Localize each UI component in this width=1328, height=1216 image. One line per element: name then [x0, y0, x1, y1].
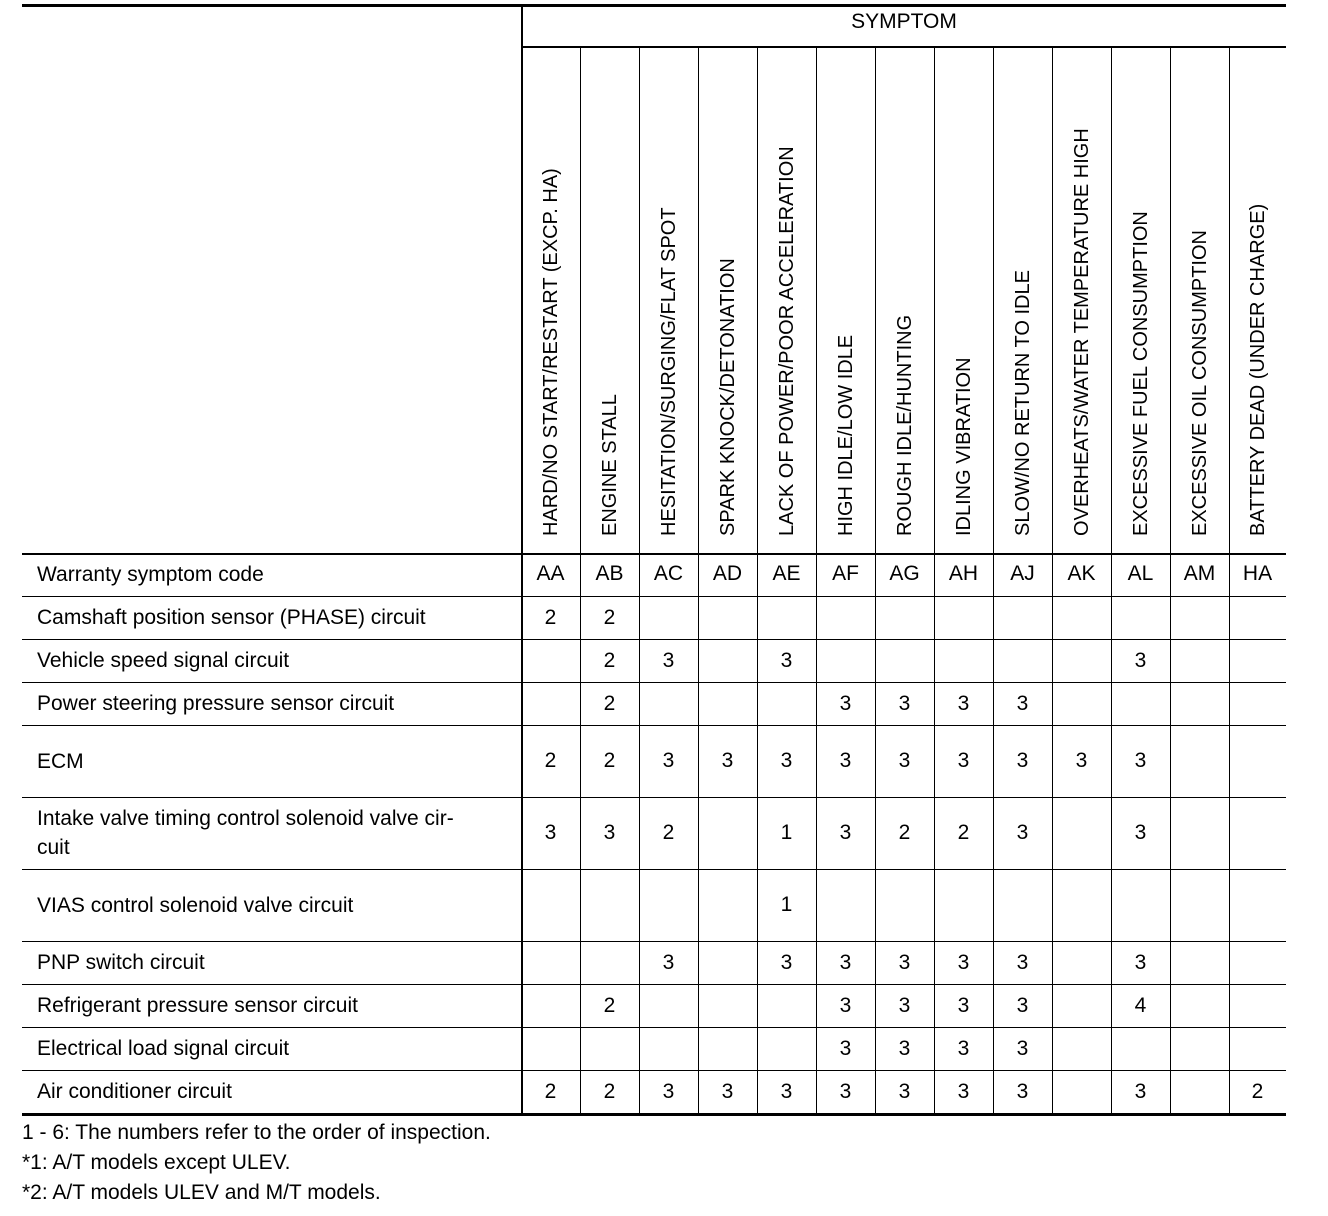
cell-value: 3: [898, 1079, 911, 1103]
cell-value: 2: [1251, 1079, 1264, 1103]
cell-value: 2: [603, 691, 616, 715]
cell-value: 2: [603, 993, 616, 1017]
cell-value: 3: [839, 691, 852, 715]
row-label: Air conditioner circuit: [37, 1080, 232, 1103]
cell-value: 3: [957, 749, 970, 772]
horizontal-rule: [22, 797, 1286, 798]
cell-value: 2: [957, 821, 970, 844]
warranty-code: AG: [889, 562, 920, 585]
cell-value: 3: [839, 993, 852, 1017]
cell-value: 3: [1016, 749, 1029, 772]
warranty-code: AM: [1183, 562, 1216, 585]
cell-value: 3: [780, 749, 793, 772]
cell-value: 3: [1075, 749, 1088, 772]
warranty-code: AL: [1127, 562, 1154, 585]
horizontal-rule: [22, 639, 1286, 640]
column-header-label: EXCESSIVE FUEL CONSUMPTION: [1129, 211, 1152, 536]
cell-value: 3: [1016, 821, 1029, 844]
vertical-rule: [639, 47, 640, 1115]
vertical-rule: [934, 47, 935, 1115]
symptom-title: SYMPTOM: [851, 10, 957, 33]
cell-value: 3: [662, 950, 675, 974]
warranty-row-label: Warranty symptom code: [37, 563, 264, 586]
warranty-code: AA: [536, 562, 565, 585]
warranty-code: AJ: [1010, 562, 1035, 585]
cell-value: 3: [1134, 821, 1147, 844]
vertical-rule: [1170, 47, 1171, 1115]
row-label: Vehicle speed signal circuit: [37, 649, 290, 672]
vertical-rule: [1229, 47, 1230, 1115]
cell-value: 2: [603, 749, 616, 772]
vertical-rule: [875, 47, 876, 1115]
cell-value: 2: [544, 605, 557, 629]
warranty-code: AE: [772, 562, 801, 585]
cell-value: 3: [662, 648, 675, 672]
cell-value: 3: [603, 821, 616, 844]
row-label: PNP switch circuit: [37, 951, 205, 974]
row-label: Electrical load signal circuit: [37, 1037, 290, 1060]
cell-value: 2: [544, 749, 557, 772]
horizontal-rule: [22, 1027, 1286, 1028]
cell-value: 3: [1016, 691, 1029, 715]
horizontal-rule: [521, 46, 1286, 48]
column-header-label: HESITATION/SURGING/FLAT SPOT: [657, 207, 680, 536]
horizontal-rule: [22, 725, 1286, 726]
horizontal-rule: [22, 1113, 1286, 1116]
row-label: Power steering pressure sensor circuit: [37, 692, 395, 715]
warranty-code: HA: [1242, 562, 1273, 585]
horizontal-rule: [22, 941, 1286, 942]
column-header-label: ROUGH IDLE/HUNTING: [893, 314, 916, 536]
cell-value: 3: [898, 993, 911, 1017]
column-header-label: LACK OF POWER/POOR ACCELERATION: [775, 146, 798, 536]
cell-value: 3: [957, 691, 970, 715]
vertical-rule: [757, 47, 758, 1115]
cell-value: 3: [839, 950, 852, 974]
cell-value: 3: [839, 1079, 852, 1103]
cell-value: 3: [1134, 950, 1147, 974]
warranty-code: AD: [712, 562, 743, 585]
column-header-label: SPARK KNOCK/DETONATION: [716, 258, 739, 536]
cell-value: 3: [662, 1079, 675, 1103]
cell-value: 3: [780, 648, 793, 672]
cell-value: 4: [1134, 993, 1147, 1017]
column-header-label: HARD/NO START/RESTART (EXCP. HA): [539, 168, 562, 536]
cell-value: 2: [603, 605, 616, 629]
row-label: ECM: [37, 749, 84, 773]
warranty-code: AB: [595, 562, 624, 585]
cell-value: 1: [780, 821, 793, 844]
column-header-label: IDLING VIBRATION: [952, 357, 975, 536]
warranty-code: AK: [1067, 562, 1096, 585]
cell-value: 2: [603, 1079, 616, 1103]
cell-value: 3: [1016, 993, 1029, 1017]
vertical-rule: [816, 47, 817, 1115]
column-header-label: SLOW/NO RETURN TO IDLE: [1011, 270, 1034, 536]
cell-value: 3: [957, 993, 970, 1017]
vertical-rule: [1052, 47, 1053, 1115]
column-header-label: EXCESSIVE OIL CONSUMPTION: [1188, 230, 1211, 536]
cell-value: 2: [544, 1079, 557, 1103]
cell-value: 2: [603, 648, 616, 672]
cell-value: 3: [839, 1036, 852, 1060]
vertical-rule: [993, 47, 994, 1115]
cell-value: 2: [662, 821, 675, 844]
warranty-code: AF: [832, 562, 859, 585]
horizontal-rule: [22, 869, 1286, 870]
row-label: Intake valve timing control solenoid valve cir- cuit: [37, 807, 454, 859]
cell-value: 3: [839, 749, 852, 772]
cell-value: 3: [957, 1079, 970, 1103]
cell-value: 3: [780, 1079, 793, 1103]
column-header-label: BATTERY DEAD (UNDER CHARGE): [1246, 203, 1269, 536]
cell-value: 3: [898, 749, 911, 772]
cell-value: 2: [898, 821, 911, 844]
cell-value: 3: [780, 950, 793, 974]
cell-value: 3: [1134, 1079, 1147, 1103]
cell-value: 3: [898, 950, 911, 974]
cell-value: 3: [1016, 950, 1029, 974]
cell-value: 1: [780, 893, 793, 916]
cell-value: 3: [898, 1036, 911, 1060]
cell-value: 3: [1134, 749, 1147, 772]
cell-value: 3: [839, 821, 852, 844]
row-label: VIAS control solenoid valve circuit: [37, 893, 354, 917]
horizontal-rule: [22, 984, 1286, 985]
cell-value: 3: [721, 1079, 734, 1103]
vertical-rule: [580, 47, 581, 1115]
footnote: *1: A/T models except ULEV.: [22, 1151, 291, 1174]
footnote: *2: A/T models ULEV and M/T models.: [22, 1181, 381, 1204]
cell-value: 3: [544, 821, 557, 844]
horizontal-rule: [22, 682, 1286, 683]
cell-value: 3: [1016, 1079, 1029, 1103]
horizontal-rule: [22, 596, 1286, 597]
horizontal-rule: [22, 4, 1286, 7]
horizontal-rule: [22, 1070, 1286, 1071]
column-header-label: ENGINE STALL: [598, 394, 621, 536]
horizontal-rule: [22, 553, 1286, 555]
cell-value: 3: [1134, 648, 1147, 672]
cell-value: 3: [721, 749, 734, 772]
cell-value: 3: [662, 749, 675, 772]
vertical-rule: [698, 47, 699, 1115]
row-label: Refrigerant pressure sensor circuit: [37, 994, 358, 1017]
vertical-rule: [521, 5, 523, 1115]
footnote: 1 - 6: The numbers refer to the order of inspection.: [22, 1121, 491, 1144]
column-header-label: HIGH IDLE/LOW IDLE: [834, 334, 857, 536]
column-header-label: OVERHEATS/WATER TEMPERATURE HIGH: [1070, 128, 1093, 536]
cell-value: 3: [1016, 1036, 1029, 1060]
cell-value: 3: [957, 950, 970, 974]
warranty-code: AH: [948, 562, 979, 585]
warranty-code: AC: [653, 562, 684, 585]
cell-value: 3: [957, 1036, 970, 1060]
row-label: Camshaft position sensor (PHASE) circuit: [37, 606, 426, 629]
vertical-rule: [1111, 47, 1112, 1115]
cell-value: 3: [898, 691, 911, 715]
